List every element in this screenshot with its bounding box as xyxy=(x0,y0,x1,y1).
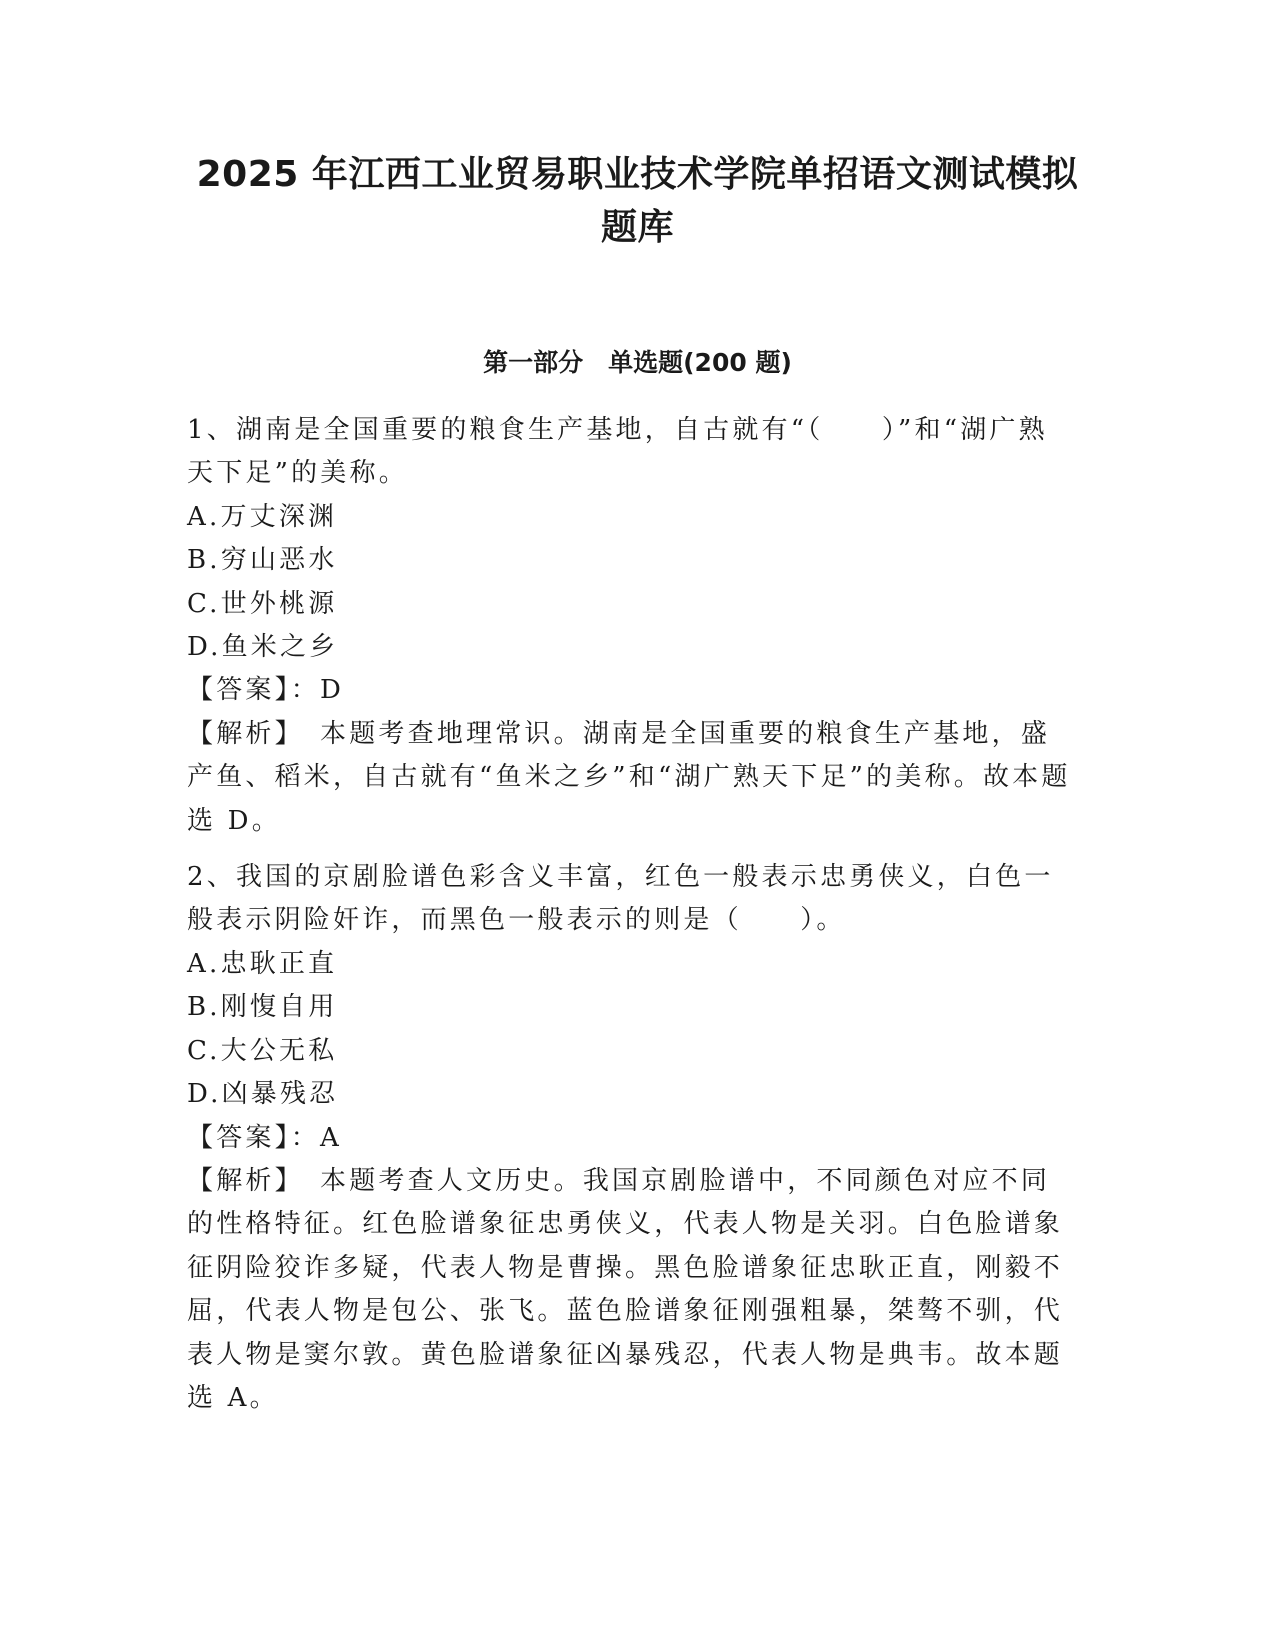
option-b: B.刚愎自用 xyxy=(187,992,338,1023)
option-a: A.忠耿正直 xyxy=(187,948,338,979)
option-c: C.大公无私 xyxy=(187,1035,338,1066)
answer-value: D xyxy=(320,675,345,706)
question-stem: 1、湖南是全国重要的粮食生产基地，自古就有“（ ）”和“湖广熟天下足”的美称。 xyxy=(187,415,1048,489)
analysis-label: 【解析】 xyxy=(187,718,291,749)
option-d: D.鱼米之乡 xyxy=(187,632,339,663)
answer-line xyxy=(187,669,1077,712)
question-1 xyxy=(187,409,1077,843)
question-stem: 2、我国的京剧脸谱色彩含义丰富，红色一般表示忠勇侠义，白色一般表示阴险奸诈，而黑色一般表示的则是（ ）。 xyxy=(187,862,1054,936)
answer-value: A xyxy=(320,1122,342,1153)
analysis-paragraph xyxy=(187,1160,1077,1420)
analysis-paragraph xyxy=(187,713,1077,843)
analysis-label: 【解析】 xyxy=(187,1165,291,1196)
section-heading: 第一部分 单选题(200 题) xyxy=(483,348,792,377)
document-title xyxy=(150,148,1125,254)
document-title-line-1: 2025 年江西工业贸易职业技术学院单招语文测试模拟 xyxy=(196,154,1079,195)
analysis-text: 本题考查地理常识。湖南是全国重要的粮食生产基地，盛产鱼、稻米，自古就有“鱼米之乡”和“湖广熟天下足”的美称。故本题选 D。 xyxy=(187,718,1071,836)
option-c: C.世外桃源 xyxy=(187,588,338,619)
document-title-line-2: 题库 xyxy=(600,207,674,248)
option-b: B.穷山恶水 xyxy=(187,545,338,576)
option-a: A.万丈深渊 xyxy=(187,501,338,532)
answer-label: 【答案】： xyxy=(187,675,321,706)
question-2 xyxy=(187,856,1077,1420)
analysis-text: 本题考查人文历史。我国京剧脸谱中，不同颜色对应不同的性格特征。红色脸谱象征忠勇侠义，代表人物是关羽。白色脸谱象征阴险狡诈多疑，代表人物是曹操。黑色脸谱象征忠耿正直，刚毅不屈，代表人物是包公、张飞。蓝色脸谱象征刚强粗暴，桀骜不驯，代表人物是窦尔敦。黄色脸谱象征凶暴残忍，代表人物是典韦。故本题选 A。 xyxy=(187,1165,1064,1413)
answer-line xyxy=(187,1117,1077,1160)
question-list xyxy=(187,409,1077,1433)
option-d: D.凶暴残忍 xyxy=(187,1079,339,1110)
answer-label: 【答案】： xyxy=(187,1122,321,1153)
